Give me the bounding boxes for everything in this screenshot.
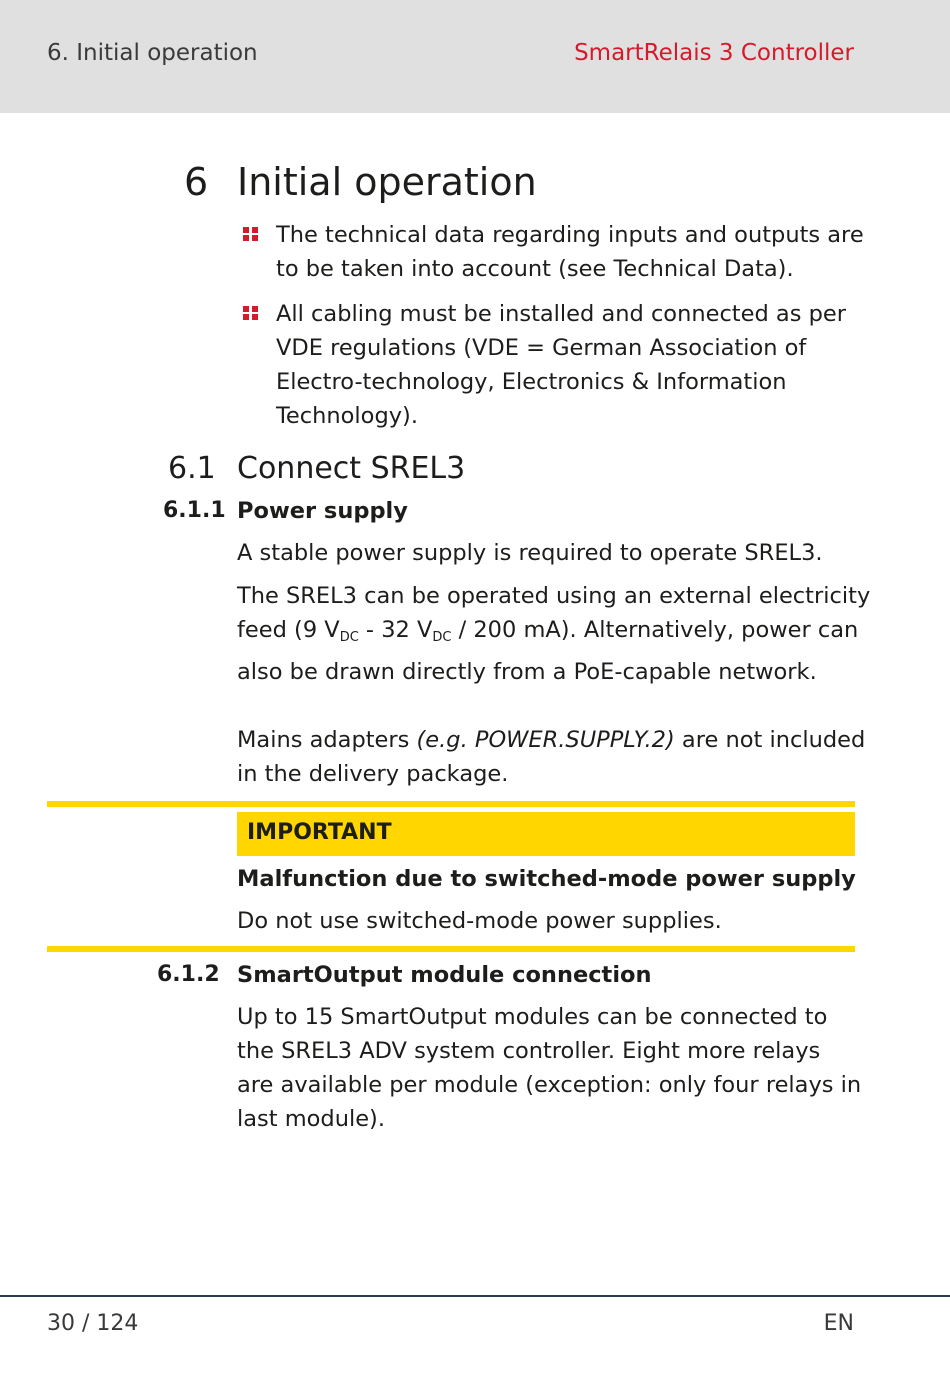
paragraph-emphasis: (e.g. POWER.SUPPLY.2): [416, 727, 675, 753]
paragraph-text: The SREL3 can be operated using an external electricity feed (9 V: [237, 583, 871, 643]
subsection-title: SmartOutput module connection: [237, 962, 652, 988]
paragraph: [237, 579, 877, 689]
paragraph-text: are not included in the delivery package.: [237, 727, 866, 787]
notice-text: Do not use switched-mode power supplies.: [237, 908, 722, 934]
bullet-item: The technical data regarding inputs and outputs are to be taken into account (see Technical Data).: [276, 222, 864, 282]
paragraph: [237, 723, 877, 791]
subscript: DC: [432, 630, 452, 645]
subsection-title: Power supply: [237, 498, 408, 524]
notice-top-rule: [47, 801, 855, 807]
page-header: [0, 0, 950, 113]
notice-bottom-rule: [47, 946, 855, 952]
header-section-title: 6. Initial operation: [47, 40, 258, 66]
paragraph: A stable power supply is required to operate SREL3.: [237, 540, 823, 566]
paragraph: Up to 15 SmartOutput modules can be connected to the SREL3 ADV system controller. Eight more relays are available per module (exception: only four relays in last module).: [237, 1004, 862, 1132]
section-title: Connect SREL3: [237, 451, 466, 486]
bullet-icon: [243, 306, 261, 324]
bullet-item: All cabling must be installed and connected as per VDE regulations (VDE = German Association of Electro-technology, Electronics & Information Technology).: [276, 301, 846, 429]
section-number: 6.1: [168, 451, 216, 486]
paragraph-text: Mains adapters: [237, 727, 417, 753]
page-number: 30 / 124: [47, 1311, 139, 1336]
header-product-name: SmartRelais 3 Controller: [574, 40, 854, 66]
important-banner: [237, 812, 855, 856]
subscript: DC: [339, 630, 359, 645]
subsection-number: 6.1.2: [157, 962, 220, 987]
paragraph-text: / 200 mA). Alternatively, power can also be drawn directly from a PoE-capable network.: [237, 617, 859, 685]
bullet-icon: [243, 227, 261, 245]
paragraph-text: - 32 V: [358, 617, 433, 643]
notice-heading: Malfunction due to switched-mode power supply: [237, 866, 856, 892]
language-code: EN: [823, 1311, 854, 1336]
chapter-title: Initial operation: [237, 160, 537, 204]
footer-divider: [0, 1295, 950, 1297]
chapter-number: 6: [184, 160, 209, 204]
subsection-number: 6.1.1: [163, 498, 226, 523]
important-label: IMPORTANT: [247, 820, 392, 845]
